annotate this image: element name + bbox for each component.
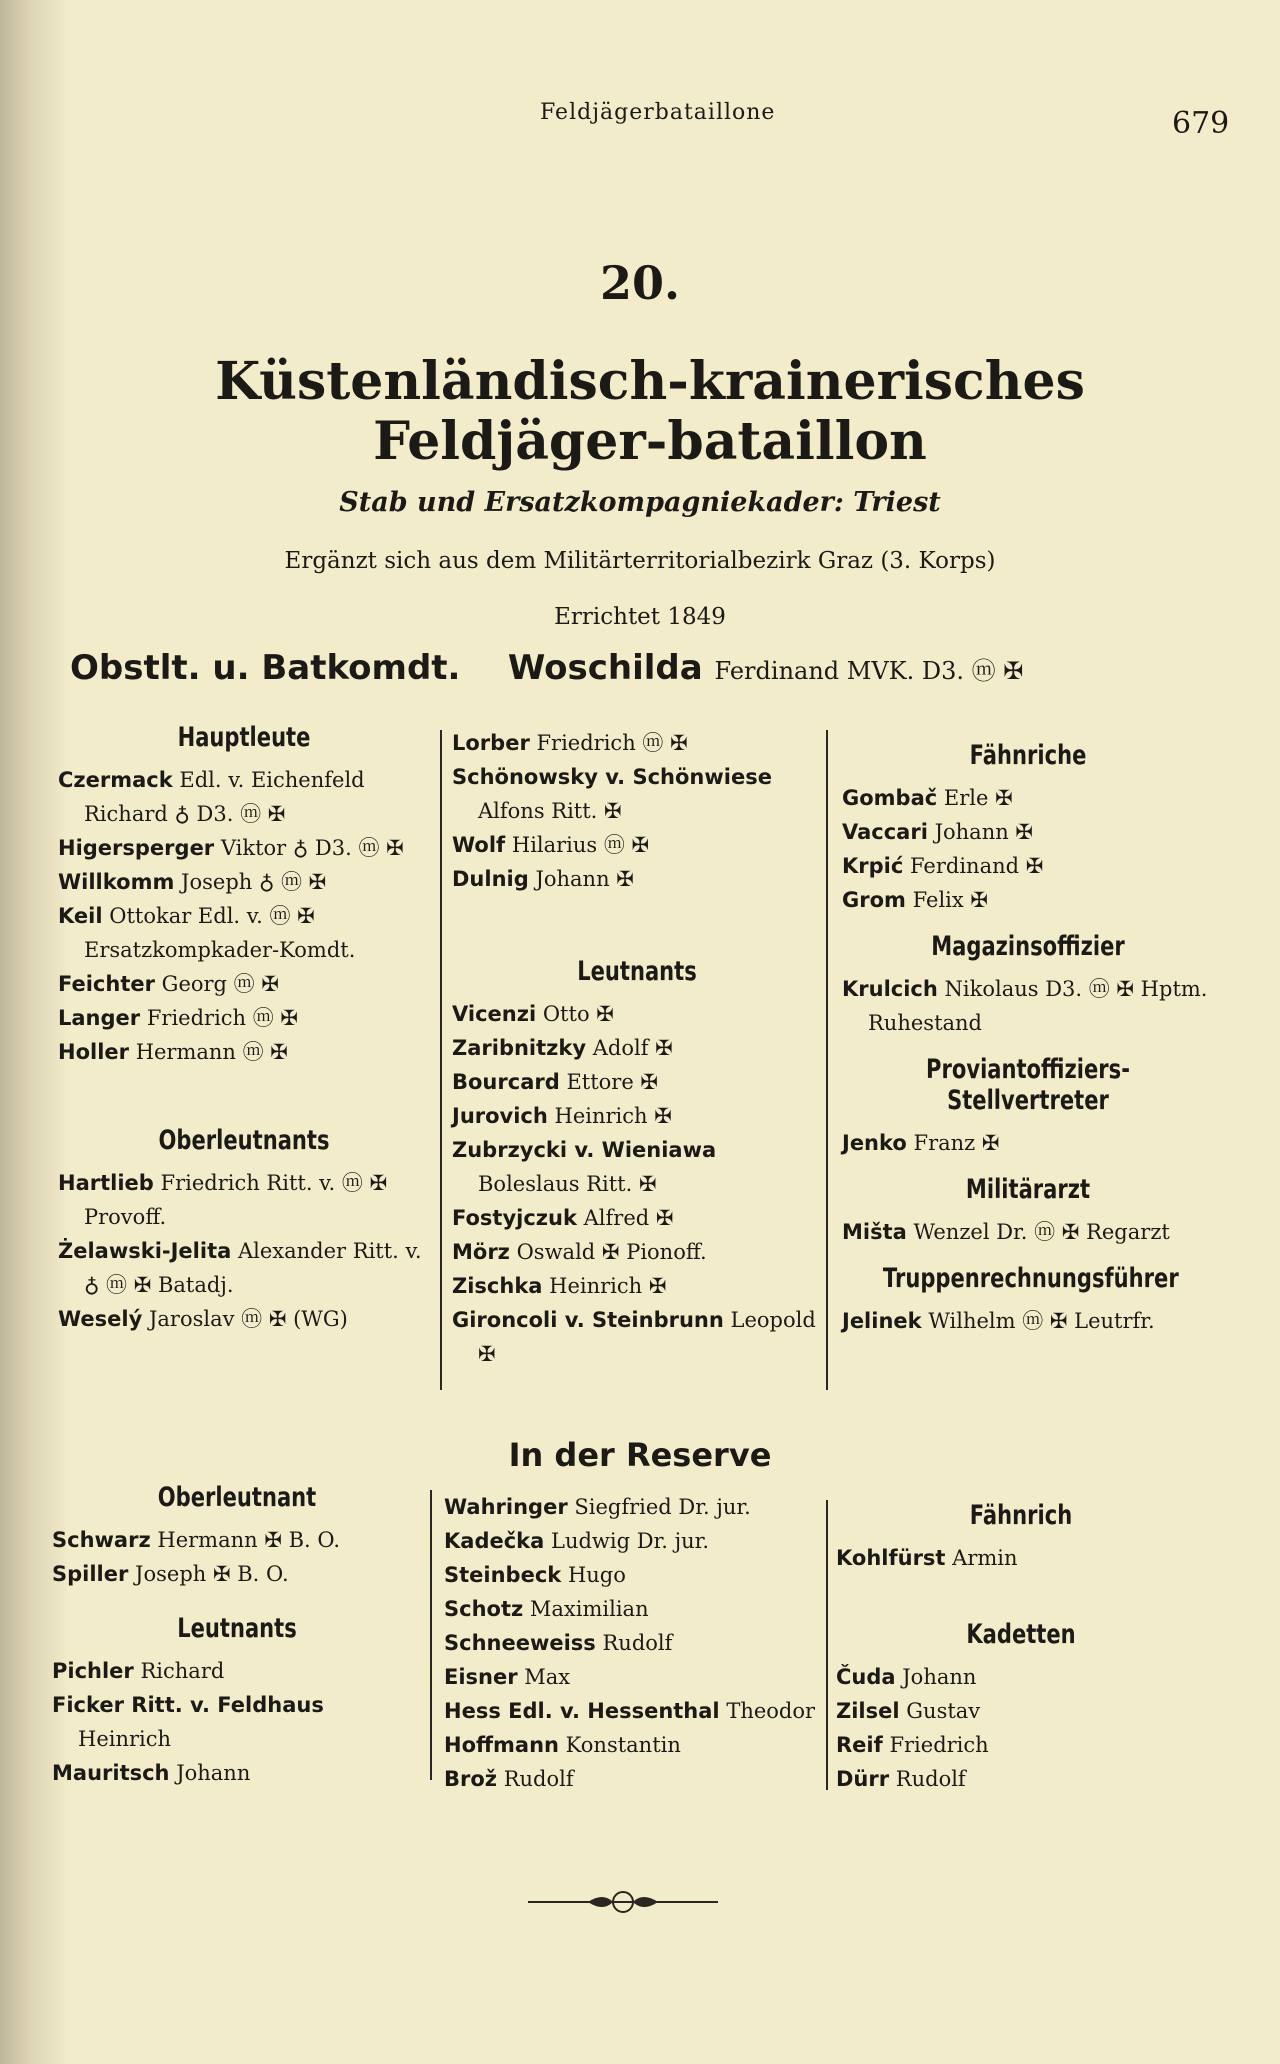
active-column-1: [58, 722, 430, 1336]
column-rule: [440, 730, 442, 1390]
officer-entry: [452, 1099, 822, 1133]
officer-surname: Zubrzycki v. Wieniawa: [452, 1138, 717, 1162]
officer-entry: [842, 972, 1214, 1040]
officer-details: Otto ✠: [542, 1002, 614, 1026]
officer-surname: Fostyjczuk: [452, 1206, 577, 1230]
reserve-column-1: [52, 1482, 422, 1790]
officer-surname: Krpić: [842, 854, 904, 878]
rank-heading: Militärarzt: [965, 1174, 1091, 1205]
officer-details: Alexander Ritt. v. ♁ ⓜ ✠ Batadj.: [84, 1239, 422, 1297]
officer-details: Maximilian: [529, 1597, 649, 1621]
officer-surname: Brož: [444, 1767, 498, 1791]
officer-surname: Vicenzi: [452, 1002, 537, 1026]
officer-surname: Krulcich: [842, 977, 938, 1001]
officer-surname: Wolf: [452, 833, 506, 857]
officer-surname: Weselý: [58, 1307, 143, 1331]
officer-entry: [444, 1626, 824, 1660]
officer-details: Friedrich ⓜ ✠: [536, 731, 688, 755]
officer-surname: Dürr: [836, 1767, 890, 1791]
officer-entry: [52, 1756, 422, 1790]
officer-entry: [836, 1762, 1206, 1796]
officer-entry: [444, 1592, 824, 1626]
officer-entry: [444, 1660, 824, 1694]
officer-entry: [444, 1524, 824, 1558]
rank-heading: Magazinsoffizier: [931, 931, 1125, 962]
officer-entry: [452, 726, 822, 760]
officer-surname: Ficker Ritt. v. Feldhaus: [52, 1693, 324, 1717]
officer-entry: [836, 1694, 1206, 1728]
officer-surname: Mišta: [842, 1220, 907, 1244]
officer-details: Alfred ✠: [583, 1206, 674, 1230]
officer-surname: Higersperger: [58, 836, 215, 860]
officer-surname: Holler: [58, 1040, 129, 1064]
officer-entry: [444, 1558, 824, 1592]
officer-entry: [444, 1728, 824, 1762]
officer-details: Joseph ♁ ⓜ ✠: [181, 870, 327, 894]
officer-details: Friedrich ⓜ ✠: [146, 1006, 299, 1030]
officer-details: Friedrich Ritt. v. ⓜ ✠ Provoff.: [84, 1171, 388, 1229]
officer-details: Leopold ✠: [478, 1308, 816, 1366]
officer-surname: Wahringer: [444, 1495, 568, 1519]
officer-details: Ottokar Edl. v. ⓜ ✠ Ersatzkompkader-Komdt.: [84, 904, 356, 962]
officer-details: Gustav: [906, 1699, 981, 1723]
officer-surname: Čuda: [836, 1665, 896, 1689]
officer-details: Rudolf: [503, 1767, 574, 1791]
officer-surname: Zischka: [452, 1274, 543, 1298]
officer-surname: Feichter: [58, 972, 155, 996]
officer-surname: Hoffmann: [444, 1733, 559, 1757]
officer-details: Georg ⓜ ✠: [161, 972, 279, 996]
page-number: 679: [1172, 106, 1230, 141]
section-number: 20.: [599, 256, 681, 310]
officer-surname: Keil: [58, 904, 103, 928]
officer-surname: Reif: [836, 1733, 883, 1757]
reserve-heading: In der Reserve: [508, 1436, 772, 1474]
officer-surname: Steinbeck: [444, 1563, 562, 1587]
rank-heading: Oberleutnant: [157, 1482, 317, 1513]
officer-details: Ferdinand ✠: [910, 854, 1044, 878]
column-rule: [826, 1500, 828, 1790]
officer-surname: Grom: [842, 888, 906, 912]
officer-details: Franz ✠: [913, 1131, 1000, 1155]
officer-surname: Jelinek: [842, 1309, 922, 1333]
officer-details: Johann: [902, 1665, 977, 1689]
officer-surname: Schwarz: [52, 1528, 151, 1552]
officer-details: Johann: [176, 1761, 251, 1785]
column-rule: [430, 1490, 432, 1780]
officer-surname: Schotz: [444, 1597, 524, 1621]
officer-entry: [452, 1201, 822, 1235]
officer-details: Hermann ⓜ ✠: [135, 1040, 288, 1064]
officer-entry: [58, 865, 430, 899]
officer-details: Viktor ♁ D3. ⓜ ✠: [220, 836, 404, 860]
officer-details: Heinrich: [78, 1727, 172, 1751]
officer-entry: [452, 862, 822, 896]
officer-surname: Bourcard: [452, 1070, 560, 1094]
officer-entry: [836, 1541, 1206, 1575]
officer-surname: Hartlieb: [58, 1171, 154, 1195]
ornament-icon: [528, 1884, 718, 1920]
commander-name: Woschilda: [507, 648, 703, 688]
rank-heading: Hauptleute: [177, 722, 311, 753]
officer-surname: Zilsel: [836, 1699, 900, 1723]
officer-entry: [842, 1304, 1214, 1338]
officer-entry: [58, 967, 430, 1001]
officer-entry: [842, 781, 1214, 815]
officer-details: Johann ✠: [535, 867, 634, 891]
officer-entry: [58, 899, 430, 967]
battalion-title: Küstenländisch-krainerisches Feldjäger-bataillon: [215, 351, 1085, 472]
officer-surname: Pichler: [52, 1659, 134, 1683]
officer-details: Heinrich ✠: [554, 1104, 672, 1128]
officer-entry: [452, 997, 822, 1031]
officer-details: Wilhelm ⓜ ✠ Leutrfr.: [928, 1309, 1155, 1333]
officer-details: Erle ✠: [943, 786, 1013, 810]
officer-surname: Zaribnitzky: [452, 1036, 587, 1060]
officer-details: Rudolf: [602, 1631, 673, 1655]
rank-heading: Truppenrechnungsführer: [882, 1263, 1179, 1294]
officer-entry: [842, 815, 1214, 849]
rank-heading: Fähnriche: [969, 740, 1087, 771]
officer-entry: [58, 1166, 430, 1234]
officer-entry: [452, 828, 822, 862]
rank-heading: Fähnrich: [969, 1500, 1073, 1531]
officer-details: Richard: [140, 1659, 225, 1683]
officer-entry: [58, 1234, 430, 1302]
officer-details: Edl. v. Eichenfeld Richard ♁ D3. ⓜ ✠: [84, 768, 365, 826]
column-rule: [826, 730, 828, 1390]
recruitment-line: Ergänzt sich aus dem Militärterritorialbezirk Graz (3. Korps): [284, 548, 996, 574]
officer-entry: [842, 1126, 1214, 1160]
officer-entry: [452, 1065, 822, 1099]
stab-line: Stab und Ersatzkompagniekader: Triest: [339, 487, 941, 518]
officer-surname: Willkomm: [58, 870, 175, 894]
commander-detail: Ferdinand MVK. D3. ⓜ ✠: [714, 657, 1024, 685]
officer-entry: [452, 1303, 822, 1371]
officer-entry: [52, 1654, 422, 1688]
officer-entry: [842, 849, 1214, 883]
officer-details: Jaroslav ⓜ ✠ (WG): [148, 1307, 348, 1331]
officer-details: Konstantin: [565, 1733, 681, 1757]
officer-surname: Kadečka: [444, 1529, 545, 1553]
officer-details: Friedrich: [889, 1733, 989, 1757]
rank-heading: Kadetten: [966, 1619, 1076, 1650]
officer-details: Theodor: [726, 1699, 816, 1723]
officer-entry: [444, 1694, 824, 1728]
rank-heading: Oberleutnants: [158, 1125, 330, 1156]
officer-surname: Jenko: [842, 1131, 907, 1155]
rank-heading: Leutnants: [177, 1613, 297, 1644]
officer-entry: [52, 1688, 422, 1756]
rank-heading: Leutnants: [577, 956, 697, 987]
officer-entry: [452, 1235, 822, 1269]
officer-entry: [452, 1133, 822, 1201]
officer-details: Joseph ✠ B. O.: [135, 1562, 289, 1586]
reserve-column-2: [444, 1490, 824, 1796]
officer-surname: Mörz: [452, 1240, 510, 1264]
officer-details: Heinrich ✠: [549, 1274, 667, 1298]
officer-details: Wenzel Dr. ⓜ ✠ Regarzt: [913, 1220, 1170, 1244]
active-column-2: [452, 726, 822, 1371]
officer-entry: [58, 831, 430, 865]
officer-entry: [58, 1001, 430, 1035]
officer-entry: [842, 883, 1214, 917]
officer-details: Hilarius ⓜ ✠: [511, 833, 650, 857]
officer-details: Felix ✠: [912, 888, 988, 912]
officer-details: Nikolaus D3. ⓜ ✠ Hptm. Ruhestand: [868, 977, 1208, 1035]
reserve-column-3: [836, 1500, 1206, 1796]
officer-details: Hermann ✠ B. O.: [157, 1528, 341, 1552]
running-head: Feldjägerbataillone: [540, 100, 776, 125]
officer-entry: [58, 1035, 430, 1069]
officer-details: Ettore ✠: [566, 1070, 659, 1094]
officer-entry: [58, 763, 430, 831]
officer-surname: Jurovich: [452, 1104, 548, 1128]
officer-details: Johann ✠: [934, 820, 1034, 844]
officer-details: Ludwig Dr. jur.: [551, 1529, 710, 1553]
officer-details: Armin: [952, 1546, 1018, 1570]
officer-surname: Lorber: [452, 731, 530, 755]
officer-entry: [52, 1557, 422, 1591]
established-line: Errichtet 1849: [554, 604, 726, 630]
officer-surname: Vaccari: [842, 820, 928, 844]
officer-details: Oswald ✠ Pionoff.: [516, 1240, 707, 1264]
active-column-3: [842, 740, 1214, 1338]
officer-surname: Spiller: [52, 1562, 129, 1586]
officer-entry: [444, 1490, 824, 1524]
officer-entry: [452, 760, 822, 828]
officer-details: Siegfried Dr. jur.: [574, 1495, 751, 1519]
commander-line: [70, 648, 1023, 688]
officer-surname: Żelawski-Jelita: [58, 1239, 232, 1263]
officer-entry: [836, 1660, 1206, 1694]
officer-entry: [836, 1728, 1206, 1762]
officer-entry: [452, 1269, 822, 1303]
officer-details: Alfons Ritt. ✠: [478, 799, 622, 823]
officer-surname: Gironcoli v. Steinbrunn: [452, 1308, 724, 1332]
officer-details: Hugo: [567, 1563, 626, 1587]
officer-details: Max: [524, 1665, 571, 1689]
officer-surname: Schönowsky v. Schönwiese: [452, 765, 772, 789]
officer-entry: [52, 1523, 422, 1557]
officer-entry: [842, 1215, 1214, 1249]
officer-surname: Kohlfürst: [836, 1546, 946, 1570]
officer-surname: Langer: [58, 1006, 141, 1030]
commander-rank: Obstlt. u. Batkomdt.: [70, 648, 461, 688]
officer-details: Rudolf: [895, 1767, 966, 1791]
officer-surname: Czermack: [58, 768, 173, 792]
officer-surname: Eisner: [444, 1665, 518, 1689]
officer-entry: [444, 1762, 824, 1796]
officer-surname: Dulnig: [452, 867, 529, 891]
officer-details: Boleslaus Ritt. ✠: [478, 1172, 657, 1196]
officer-surname: Gombač: [842, 786, 938, 810]
officer-surname: Schneeweiss: [444, 1631, 596, 1655]
officer-entry: [58, 1302, 430, 1336]
officer-surname: Mauritsch: [52, 1761, 170, 1785]
officer-surname: Hess Edl. v. Hessenthal: [444, 1699, 720, 1723]
officer-details: Adolf ✠: [592, 1036, 673, 1060]
rank-heading: Proviantoffiziers-Stellvertreter: [926, 1054, 1130, 1116]
officer-entry: [452, 1031, 822, 1065]
